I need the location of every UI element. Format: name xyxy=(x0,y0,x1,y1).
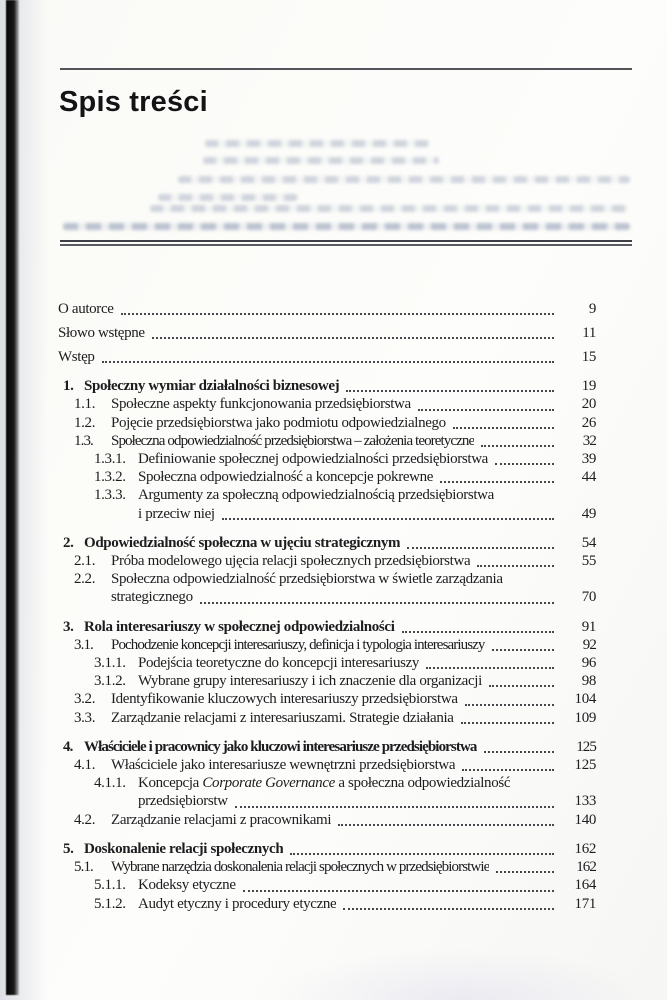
toc-entry xyxy=(74,636,596,654)
entry-number: 4. xyxy=(63,738,73,755)
page-number: 104 xyxy=(574,691,596,708)
entry-number: 3.1.2. xyxy=(94,673,126,690)
toc-entry-line xyxy=(74,709,596,727)
dot-leader xyxy=(121,308,554,315)
toc-entry xyxy=(63,840,596,858)
page-number: 171 xyxy=(574,895,596,912)
toc-entry-line xyxy=(74,690,596,708)
entry-title: Wstęp xyxy=(58,348,95,365)
entry-title: przedsiębiorstw xyxy=(138,793,228,810)
dot-leader xyxy=(338,819,554,826)
toc-entry-line xyxy=(94,876,596,894)
toc-entry xyxy=(94,774,596,810)
entry-number: 3.3. xyxy=(74,709,96,726)
toc-entry xyxy=(63,534,596,552)
toc-entry xyxy=(74,690,596,708)
entry-title: Zarządzanie relacjami z pracownikami xyxy=(111,811,332,828)
toc-entry-line xyxy=(74,811,596,829)
dot-leader xyxy=(489,680,554,687)
dot-leader xyxy=(492,644,554,651)
dot-leader xyxy=(496,866,554,873)
page-number: 109 xyxy=(574,709,596,726)
toc-entry-line xyxy=(74,552,596,570)
entry-title: O autorce xyxy=(58,301,114,317)
toc-entry-line xyxy=(94,450,596,468)
dot-leader xyxy=(440,476,554,483)
toc-entry-line xyxy=(94,672,596,690)
dot-leader xyxy=(462,764,554,771)
page-number: 39 xyxy=(581,451,596,468)
toc-entry-line xyxy=(94,505,596,523)
bleed-through-line xyxy=(203,157,439,164)
entry-number: 1. xyxy=(63,378,74,395)
entry-title: Rola interesariuszy w społecznej odpowiedzialności xyxy=(84,618,395,635)
entry-title: Definiowanie społecznej odpowiedzialności przedsiębiorstwa xyxy=(138,451,488,468)
entry-number: 1.3. xyxy=(74,432,93,449)
toc-entry xyxy=(58,300,596,318)
toc-entry xyxy=(58,324,596,342)
toc-list xyxy=(58,300,596,913)
entry-number: 3.2. xyxy=(74,691,96,708)
bleed-through-line xyxy=(205,140,430,147)
dot-leader xyxy=(290,848,554,855)
entry-title: Wybrane grupy interesariuszy i ich znaczenie dla organizacji xyxy=(138,673,482,690)
toc-entry xyxy=(74,414,596,432)
dot-leader xyxy=(484,746,555,753)
page-number: 15 xyxy=(581,348,596,365)
page-number: 140 xyxy=(574,811,596,828)
page-number: 125 xyxy=(576,738,596,755)
toc-entry-line xyxy=(74,858,596,876)
page-number: 9 xyxy=(588,301,596,317)
toc-entry-line xyxy=(63,377,596,395)
page-number: 49 xyxy=(581,505,596,522)
toc-entry-line xyxy=(74,570,596,588)
entry-number: 4.1.1. xyxy=(94,775,126,792)
toc-entry-line xyxy=(94,486,596,504)
entry-title: Pojęcie przedsiębiorstwa jako podmiotu odpowiedzialnego xyxy=(111,414,446,431)
bleed-through-line xyxy=(158,194,298,201)
entry-number: 1.1. xyxy=(74,396,96,413)
entry-number: 5.1. xyxy=(74,859,93,876)
dot-leader xyxy=(495,458,554,465)
toc-entry-line xyxy=(74,588,596,606)
page-number: 55 xyxy=(581,553,596,570)
dot-leader xyxy=(402,626,554,633)
dot-leader xyxy=(477,560,554,567)
entry-title: Społeczna odpowiedzialność przedsiębiorstwa w świetle zarządzania xyxy=(111,571,503,588)
bleed-through-line xyxy=(63,223,630,230)
toc-entry xyxy=(63,377,596,395)
entry-number: 2. xyxy=(63,534,74,551)
page-number: 20 xyxy=(581,396,596,413)
entry-title: Społeczna odpowiedzialność a koncepcje pokrewne xyxy=(138,469,434,486)
toc-entry xyxy=(94,672,596,690)
page-number: 92 xyxy=(582,636,596,653)
entry-title: Argumenty za społeczną odpowiedzialnością przedsiębiorstwa xyxy=(138,487,494,504)
entry-title: i przeciw niej xyxy=(138,505,215,522)
dot-leader xyxy=(407,542,554,549)
toc-entry-line xyxy=(74,432,596,450)
entry-title: Wybrane narzędzia doskonalenia relacji społecznych w przedsiębiorstwie xyxy=(111,859,490,876)
toc-entry xyxy=(94,895,596,913)
toc-entry-line xyxy=(63,618,596,636)
toc-entry-line xyxy=(94,774,596,792)
toc-entry xyxy=(63,618,596,636)
toc-entry-line xyxy=(94,792,596,810)
toc-entry-line xyxy=(63,534,596,552)
entry-number: 2.1. xyxy=(74,553,96,570)
entry-title: Zarządzanie relacjami z interesariuszami. Strategie działania xyxy=(111,709,454,726)
bleed-through-line xyxy=(178,176,630,183)
entry-title: strategicznego xyxy=(111,589,193,606)
toc-entry xyxy=(74,432,596,450)
toc-entry xyxy=(74,756,596,774)
entry-number: 1.2. xyxy=(74,414,96,431)
toc-entry-line xyxy=(94,895,596,913)
entry-number: 3.1.1. xyxy=(94,655,126,672)
page-number: 133 xyxy=(574,793,596,810)
bleed-through-line xyxy=(150,205,628,212)
page-number: 91 xyxy=(581,618,596,635)
dot-leader xyxy=(343,903,554,910)
toc-entry xyxy=(74,811,596,829)
toc-entry xyxy=(94,486,596,522)
toc-entry-line xyxy=(58,348,596,366)
toc-entry xyxy=(58,348,596,366)
toc-entry xyxy=(94,654,596,672)
toc-entry xyxy=(74,570,596,606)
entry-title: Właściciele jako interesariusze wewnętrzni przedsiębiorstwa xyxy=(111,757,456,774)
toc-entry xyxy=(94,450,596,468)
entry-number: 4.1. xyxy=(74,757,96,774)
entry-title: Właściciele i pracownicy jako kluczowi interesariusze przedsiębiorstwa xyxy=(84,738,477,755)
scan-gutter-shadow xyxy=(6,0,19,995)
page-number: 164 xyxy=(574,877,596,894)
dot-leader xyxy=(465,699,554,706)
toc-entry xyxy=(94,876,596,894)
entry-title: Próba modelowego ujęcia relacji społecznych przedsiębiorstwa xyxy=(111,553,471,570)
dot-leader xyxy=(426,662,554,669)
entry-number: 5.1.1. xyxy=(94,877,126,894)
entry-title: Społeczne aspekty funkcjonowania przedsiębiorstwa xyxy=(111,396,411,413)
toc-entry-line xyxy=(74,395,596,413)
scan-bottom-smudge xyxy=(270,948,650,1000)
dot-leader xyxy=(102,356,554,363)
dot-leader xyxy=(200,597,554,604)
dot-leader xyxy=(418,404,554,411)
page-title: Spis treści xyxy=(59,86,208,118)
dot-leader xyxy=(453,422,554,429)
dot-leader xyxy=(222,513,554,520)
entry-title: Koncepcja Corporate Governance a społeczna odpowiedzialność xyxy=(138,775,511,792)
toc-entry xyxy=(63,738,596,756)
entry-title: Pochodzenie koncepcji interesariuszy, definicja i typologia interesariuszy xyxy=(111,636,485,653)
entry-title: Społeczna odpowiedzialność przedsiębiorstwa – założenia teoretyczne xyxy=(111,432,475,449)
toc-entry xyxy=(74,552,596,570)
entry-number: 1.3.1. xyxy=(94,451,126,468)
dot-leader xyxy=(346,385,554,392)
top-horizontal-rule xyxy=(60,68,632,70)
entry-title: Podejścia teoretyczne do koncepcji interesariuszy xyxy=(138,655,420,672)
toc-entry xyxy=(74,395,596,413)
entry-title: Społeczny wymiar działalności biznesowej xyxy=(84,378,340,395)
page-number: 96 xyxy=(581,655,596,672)
entry-number: 3.1. xyxy=(74,636,93,653)
entry-number: 1.3.2. xyxy=(94,469,126,486)
page-number: 19 xyxy=(581,378,596,395)
page-number: 98 xyxy=(581,673,596,690)
toc-entry-line xyxy=(74,636,596,654)
entry-title: Słowo wstępne xyxy=(58,324,145,341)
toc-entry-line xyxy=(94,468,596,486)
page-number: 162 xyxy=(574,840,596,857)
page-number: 125 xyxy=(574,757,596,774)
toc-entry-line xyxy=(74,756,596,774)
dot-leader xyxy=(461,717,554,724)
dot-leader xyxy=(152,332,554,339)
toc-entry-line xyxy=(63,840,596,858)
page-number: 44 xyxy=(581,469,596,486)
page-number: 11 xyxy=(582,324,596,341)
page-number: 54 xyxy=(581,534,596,551)
double-horizontal-rule xyxy=(60,240,632,246)
entry-number: 4.2. xyxy=(74,811,96,828)
entry-title: Audyt etyczny i procedury etyczne xyxy=(138,895,337,912)
toc-entry-line xyxy=(58,300,596,318)
toc-entry-line xyxy=(74,414,596,432)
toc-entry xyxy=(74,858,596,876)
page-number: 162 xyxy=(576,859,596,876)
dot-leader xyxy=(481,440,554,447)
page-number: 70 xyxy=(581,589,596,606)
entry-title: Doskonalenie relacji społecznych xyxy=(84,840,284,857)
entry-title: Kodeksy etyczne xyxy=(138,877,236,894)
dot-leader xyxy=(235,801,554,808)
entry-title: Odpowiedzialność społeczna w ujęciu strategicznym xyxy=(84,534,401,551)
page-number: 32 xyxy=(582,432,596,449)
entry-number: 3. xyxy=(63,618,74,635)
entry-title: Identyfikowanie kluczowych interesariuszy przedsiębiorstwa xyxy=(111,691,458,708)
page-number: 26 xyxy=(581,414,596,431)
toc-entry xyxy=(94,468,596,486)
dot-leader xyxy=(243,885,554,892)
toc-entry-line xyxy=(58,324,596,342)
entry-number: 5.1.2. xyxy=(94,895,126,912)
toc-entry xyxy=(74,709,596,727)
toc-entry-line xyxy=(94,654,596,672)
toc-entry-line xyxy=(63,738,596,756)
entry-number: 5. xyxy=(63,840,74,857)
entry-number: 2.2. xyxy=(74,571,96,588)
entry-number: 1.3.3. xyxy=(94,487,126,504)
